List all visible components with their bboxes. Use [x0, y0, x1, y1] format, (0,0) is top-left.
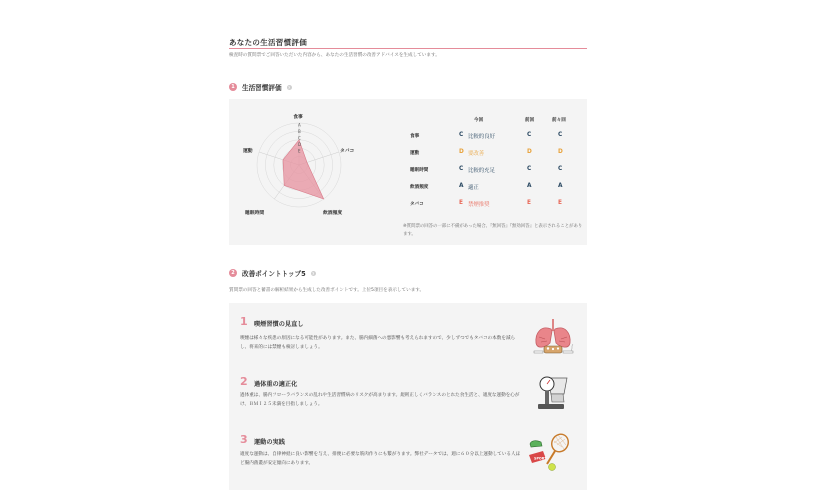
row-label: タバコ	[410, 202, 424, 207]
previous-grade: A	[527, 183, 532, 189]
radar-axis-label: 飲酒頻度	[323, 211, 343, 216]
current-comment: 適正	[468, 185, 479, 191]
page-title: あなたの生活習慣評価	[229, 38, 307, 47]
item-title: 運動の実践	[254, 439, 285, 446]
radar-tick-label: C	[298, 135, 301, 141]
previous-grade: D	[527, 149, 532, 155]
before-previous-grade: E	[558, 200, 562, 206]
item-number: 3	[240, 433, 248, 446]
radar-tick-label: D	[298, 142, 302, 147]
lungs-cigarette-icon	[531, 315, 577, 357]
item-description: 適度な運動は、自律神経に良い影響を与え、排便に必要な筋肉作りにも繋がります。弊社データでは、週に６０分以上運動している人ほど腸内菌叢が安定傾向にあります。	[240, 452, 521, 466]
radar-tick-label: E	[298, 148, 301, 154]
current-comment: 比較的充足	[468, 168, 495, 174]
scale-icon	[533, 374, 573, 414]
radar-tick-label: B	[298, 129, 301, 134]
before-previous-grade: D	[558, 149, 563, 155]
radar-axis-label: タバコ	[340, 149, 355, 154]
lifestyle-panel	[229, 99, 587, 245]
before-previous-grade: A	[558, 183, 563, 189]
current-grade: E	[459, 200, 463, 206]
improvement-panel	[229, 303, 587, 490]
col-current: 今回	[474, 118, 484, 123]
section-2-intro: 質問票の回答と蓄書の解析結果から生成した改善ポイントです。上位5項目を表示しています。	[229, 288, 425, 293]
row-label: 食事	[410, 134, 420, 139]
current-grade: D	[459, 149, 464, 155]
before-previous-grade: C	[558, 166, 563, 172]
table-note: ※質問票の回答の一部に不備があった場合、『無回答』『無効回答』と表示されることがあります。	[403, 224, 583, 237]
row-label: 飲酒頻度	[410, 185, 429, 190]
current-grade: C	[459, 166, 464, 172]
previous-grade: C	[527, 132, 532, 138]
sports-icon	[527, 431, 577, 473]
current-comment: 比較的良好	[468, 134, 495, 140]
help-icon[interactable]: ?	[287, 84, 291, 90]
previous-grade: E	[527, 200, 531, 206]
page-subtitle: 検査時の質問票でご回答いただいた内容から、あなたの生活習慣の改善アドバイスを生成しています。	[229, 53, 440, 58]
section-1-header	[229, 82, 292, 92]
current-grade: C	[459, 132, 464, 138]
section-number: 2	[229, 269, 237, 277]
col-previous: 前回	[525, 118, 535, 123]
previous-grade: C	[527, 166, 532, 172]
section-title: 生活習慣評価	[242, 84, 282, 92]
current-comment: 禁煙推奨	[468, 202, 490, 208]
item-number: 1	[240, 315, 248, 328]
radar-tick-label: A	[298, 122, 301, 128]
radar-chart	[229, 99, 399, 245]
item-number: 2	[240, 375, 248, 388]
col-before-previous: 前々回	[552, 118, 566, 123]
title-divider	[229, 48, 587, 49]
svg-text:SPORT: SPORT	[534, 456, 547, 461]
section-title: 改善ポイントトップ5	[242, 270, 306, 278]
current-comment: 要改善	[468, 151, 485, 157]
section-2-header	[229, 268, 316, 278]
current-grade: A	[459, 183, 464, 189]
radar-axis-label: 食事	[293, 115, 303, 120]
help-icon[interactable]: ?	[312, 270, 315, 276]
item-title: 過体重の適正化	[254, 381, 298, 388]
item-title: 喫煙習慣の見直し	[254, 321, 304, 328]
before-previous-grade: C	[558, 132, 563, 138]
row-label: 睡眠時間	[410, 168, 429, 173]
radar-axis-label: 睡眠時間	[245, 211, 265, 216]
radar-axis-label: 運動	[243, 149, 253, 154]
section-number: 1	[229, 83, 237, 91]
item-description: 過体重は、腸内フローラバランスの乱れや生活習慣病のリスクが高まります。規則正しくバランスのとれた食生活と、適度な運動を心がけ、ＢＭＩ２５未満を目指しましょう。	[240, 393, 520, 407]
item-description: 喫煙は様々な疾患の原因になる可能性があります。また、腸内細菌への悪影響も考えられますので、少しずつでもタバコの本数を減らし、将来的には禁煙も検討しましょう。	[240, 336, 516, 350]
row-label: 運動	[410, 151, 420, 156]
